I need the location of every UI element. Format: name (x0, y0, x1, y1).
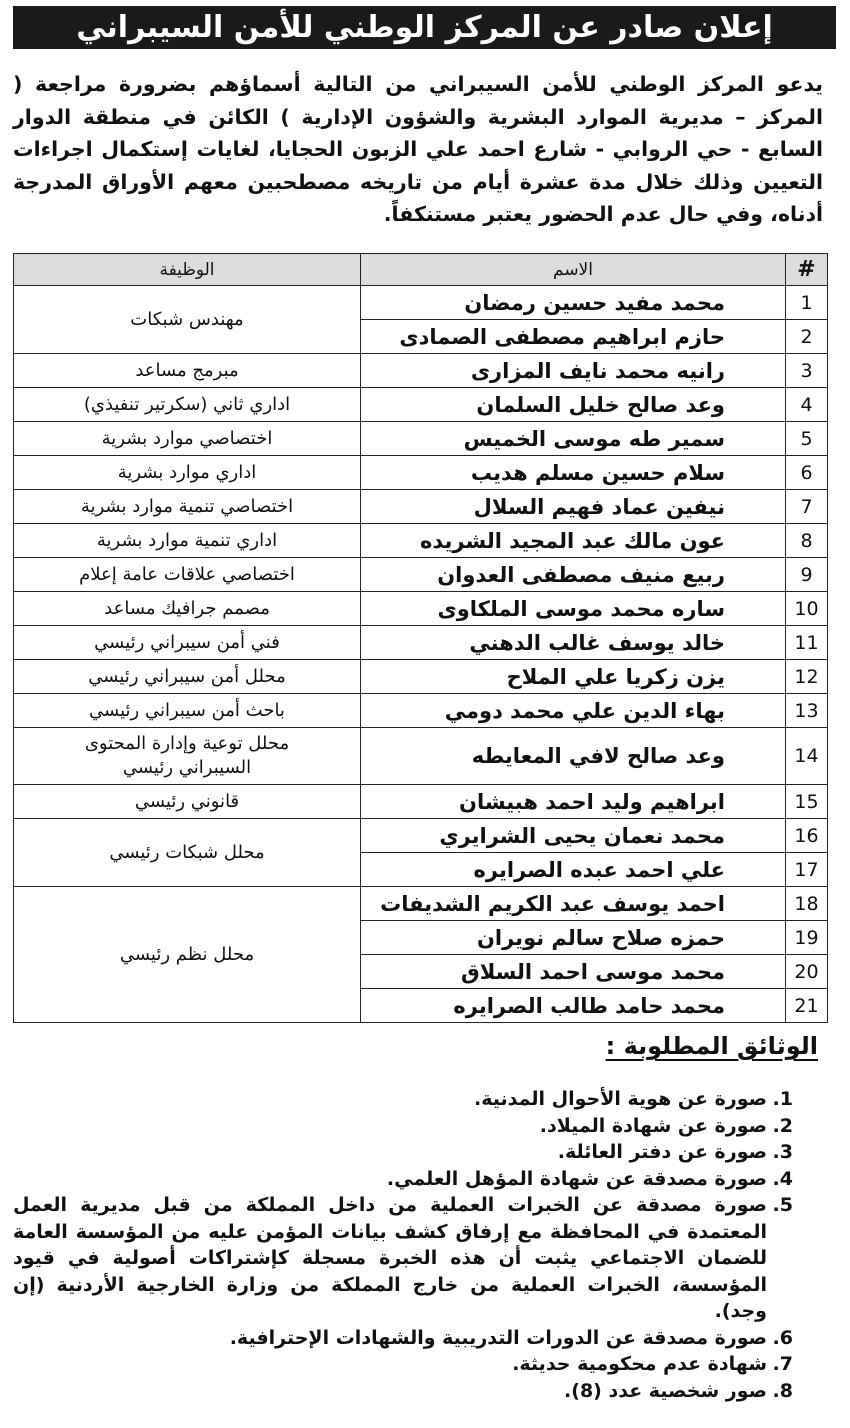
intro-paragraph: يدعو المركز الوطني للأمن السيبراني من التالية أسماؤهم بضرورة مراجعة ( المركز – مديرية الموارد البشرية والشؤون الإدارية ) الكائن في منطقة الدوار السابع - حي الروابي - شارع احمد علي الزبون الحجايا، لغايات إستكمال اجراءات التعيين وذلك خلال مدة عشرة أيام من تاريخه مصطحبين معهم الأوراق المدرجة أدناه، وفي حال عدم الحضور يعتبر مستنكفاً. (13, 72, 823, 226)
job-title: محلل أمن سيبراني رئيسي (14, 660, 361, 694)
table-row (14, 524, 828, 558)
header-number: # (786, 254, 828, 286)
list-item (13, 1139, 793, 1166)
job-title: اداري موارد بشرية (14, 456, 361, 490)
candidate-name: ابراهيم وليد احمد هبيشان (361, 785, 786, 819)
candidate-name: محمد مفيد حسين رمضان (361, 286, 786, 320)
item-number: 2. (772, 1114, 793, 1137)
table-row (14, 592, 828, 626)
candidate-name: وعد صالح خليل السلمان (361, 388, 786, 422)
row-number: 13 (786, 694, 828, 728)
job-title: اختصاصي علاقات عامة إعلام (14, 558, 361, 592)
table-row (14, 286, 828, 320)
table-row (14, 456, 828, 490)
row-number: 17 (786, 853, 828, 887)
row-number: 19 (786, 921, 828, 955)
row-number: 20 (786, 955, 828, 989)
item-text: صورة مصدقة عن الخبرات العملية من داخل المملكة من قبل مديرية العمل المعتمدة في المحافظة مع إرفاق كشف بيانات المؤمن عليه من المؤسسة العامة للضمان الاجتماعي يثبت أن هذه الخبرة مسجلة كإشتراكات أصولية في قيود المؤسسة، الخبرات العملية من خارج المملكة من وزارة الخارجية الأردنية (إن وجد). (13, 1194, 767, 1322)
row-number: 1 (786, 286, 828, 320)
item-number: 3. (772, 1141, 793, 1163)
item-number: 5. (772, 1194, 793, 1216)
item-text: شهادة عدم محكومية حديثة. (512, 1353, 767, 1375)
candidate-name: بهاء الدين علي محمد دومي (361, 694, 786, 728)
row-number: 21 (786, 989, 828, 1023)
job-title: فني أمن سيبراني رئيسي (14, 626, 361, 660)
list-item (13, 1378, 793, 1405)
job-title: اختصاصي تنمية موارد بشرية (14, 490, 361, 524)
row-number: 8 (786, 524, 828, 558)
candidate-name: محمد حامد طالب الصرايره (361, 989, 786, 1023)
table-row (14, 819, 828, 853)
item-text: صورة عن هوية الأحوال المدنية. (474, 1088, 767, 1110)
candidate-name: نيفين عماد فهيم السلال (361, 490, 786, 524)
list-item (13, 1113, 793, 1140)
table-row (14, 728, 828, 785)
table-row (14, 354, 828, 388)
list-item (13, 1351, 793, 1378)
table-header-row (14, 254, 828, 286)
header-name: الاسم (361, 254, 786, 286)
item-text: صورة مصدقة عن شهادة المؤهل العلمي. (386, 1167, 767, 1190)
announcement-title-bar (13, 6, 836, 49)
candidate-name: ساره محمد موسى الملكاوى (361, 592, 786, 626)
item-number: 4. (772, 1167, 793, 1190)
announcement-title: إعلان صادر عن المركز الوطني للأمن السيبراني (76, 10, 773, 45)
row-number: 18 (786, 887, 828, 921)
header-job: الوظيفة (14, 254, 361, 286)
list-item (13, 1325, 793, 1352)
row-number: 2 (786, 320, 828, 354)
row-number: 16 (786, 819, 828, 853)
item-number: 8. (772, 1379, 793, 1402)
item-number: 1. (772, 1088, 793, 1110)
row-number: 4 (786, 388, 828, 422)
candidates-table (13, 253, 828, 1023)
row-number: 5 (786, 422, 828, 456)
table-row (14, 660, 828, 694)
candidate-name: احمد يوسف عبد الكريم الشديفات (361, 887, 786, 921)
candidate-name: محمد نعمان يحيى الشرايري (361, 819, 786, 853)
candidate-name: خالد يوسف غالب الدهني (361, 626, 786, 660)
job-title: مهندس شبكات (14, 286, 361, 354)
item-text: صورة عن شهادة الميلاد. (539, 1114, 767, 1137)
row-number: 9 (786, 558, 828, 592)
row-number: 14 (786, 728, 828, 785)
table-row (14, 626, 828, 660)
table-row (14, 388, 828, 422)
candidate-name: رانيه محمد نايف المزارى (361, 354, 786, 388)
item-text: صور شخصية عدد (8). (564, 1379, 767, 1402)
candidate-name: علي احمد عبده الصرايره (361, 853, 786, 887)
job-title: اداري ثاني (سكرتير تنفيذي) (14, 388, 361, 422)
row-number: 3 (786, 354, 828, 388)
candidate-name: وعد صالح لافي المعايطه (361, 728, 786, 785)
candidate-name: حازم ابراهيم مصطفى الصمادى (361, 320, 786, 354)
candidate-name: سلام حسين مسلم هديب (361, 456, 786, 490)
candidate-name: يزن زكريا علي الملاح (361, 660, 786, 694)
job-title: محلل توعية وإدارة المحتوى السيبراني رئيسي (14, 728, 361, 785)
job-title: اداري تنمية موارد بشرية (14, 524, 361, 558)
job-title: باحث أمن سيبراني رئيسي (14, 694, 361, 728)
table-row (14, 887, 828, 921)
job-title: مبرمج مساعد (14, 354, 361, 388)
job-title: مصمم جرافيك مساعد (14, 592, 361, 626)
row-number: 12 (786, 660, 828, 694)
required-documents-list (13, 1086, 793, 1404)
required-documents-title: الوثائق المطلوبة : (605, 1032, 818, 1060)
job-title: قانوني رئيسي (14, 785, 361, 819)
candidate-name: عون مالك عبد المجيد الشريده (361, 524, 786, 558)
item-text: صورة مصدقة عن الدورات التدريبية والشهادات الإحترافية. (229, 1326, 767, 1349)
candidate-name: سمير طه موسى الخميس (361, 422, 786, 456)
row-number: 10 (786, 592, 828, 626)
candidate-name: محمد موسى احمد السلاق (361, 955, 786, 989)
job-title: محلل شبكات رئيسي (14, 819, 361, 887)
list-item (13, 1166, 793, 1193)
candidate-name: ربيع منيف مصطفى العدوان (361, 558, 786, 592)
table-row (14, 422, 828, 456)
item-number: 6. (772, 1326, 793, 1349)
job-title: محلل نظم رئيسي (14, 887, 361, 1023)
table-row (14, 490, 828, 524)
row-number: 11 (786, 626, 828, 660)
job-title: اختصاصي موارد بشرية (14, 422, 361, 456)
row-number: 7 (786, 490, 828, 524)
row-number: 6 (786, 456, 828, 490)
list-item (13, 1086, 793, 1113)
candidate-name: حمزه صلاح سالم نويران (361, 921, 786, 955)
table-row (14, 785, 828, 819)
item-text: صورة عن دفتر العائلة. (557, 1141, 767, 1163)
list-item (13, 1192, 793, 1325)
row-number: 15 (786, 785, 828, 819)
item-number: 7. (772, 1353, 793, 1375)
table-row (14, 558, 828, 592)
table-row (14, 694, 828, 728)
